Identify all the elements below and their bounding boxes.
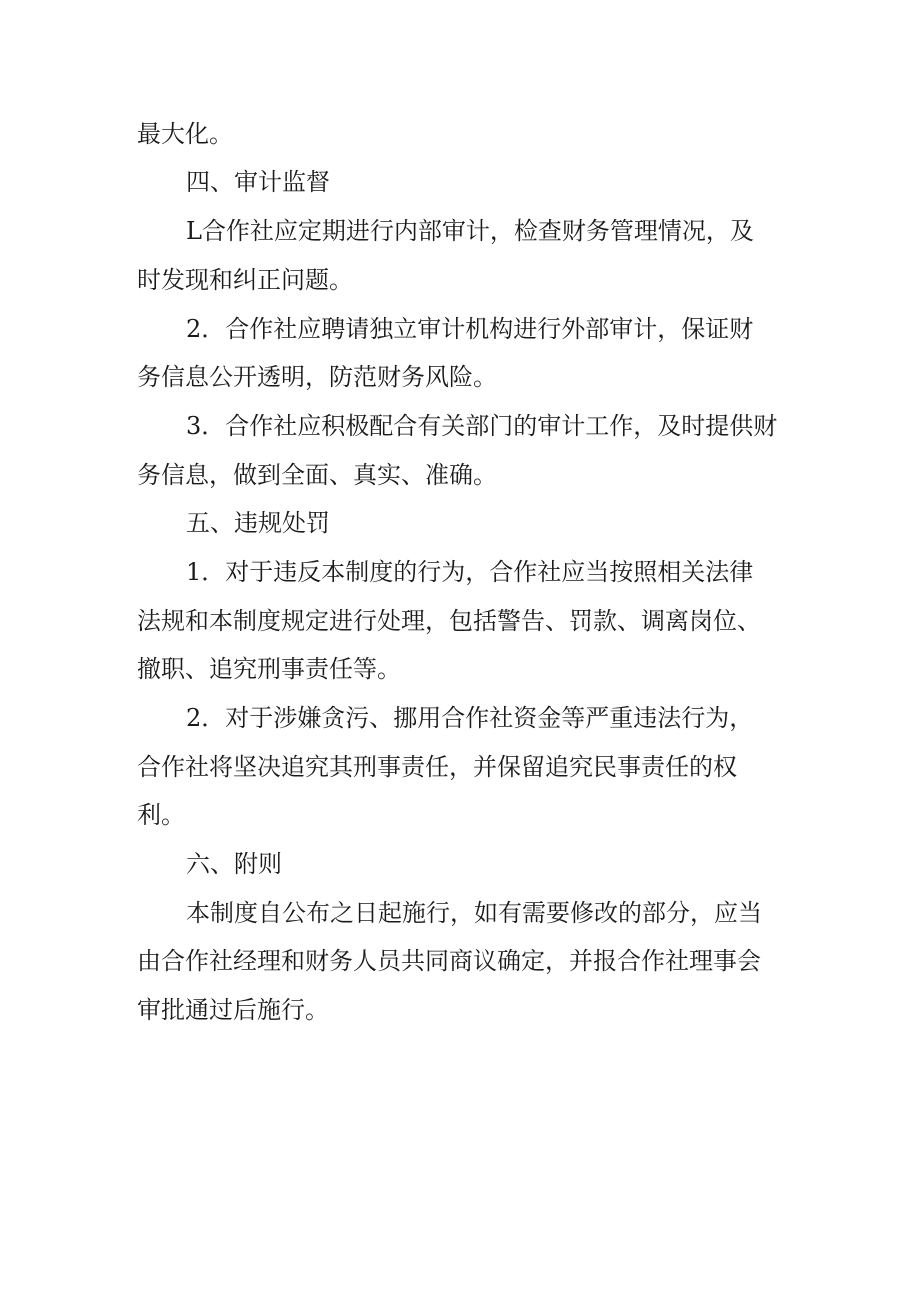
paragraph-line: 撤职、追究刑事责任等。 xyxy=(137,655,401,683)
paragraph-line: 2．合作社应聘请独立审计机构进行外部审计，保证财 xyxy=(186,315,754,343)
paragraph-line: 审批通过后施行。 xyxy=(137,996,329,1024)
section-heading: 六、附则 xyxy=(186,850,282,878)
paragraph-line: 由合作社经理和财务人员共同商议确定，并报合作社理事会 xyxy=(137,947,761,975)
paragraph-line: 合作社将坚决追究其刑事责任，并保留追究民事责任的权 xyxy=(137,753,737,781)
section-heading: 五、违规处罚 xyxy=(186,509,330,537)
paragraph-line: 时发现和纠正问题。 xyxy=(137,266,353,294)
paragraph-line: 利。 xyxy=(137,801,185,829)
paragraph-line: 法规和本制度规定进行处理，包括警告、罚款、调离岗位、 xyxy=(137,607,761,635)
paragraph-line: 务信息公开透明，防范财务风险。 xyxy=(137,363,497,391)
paragraph-line: L合作社应定期进行内部审计，检查财务管理情况，及 xyxy=(186,217,754,245)
paragraph-line: 2．对于涉嫌贪污、挪用合作社资金等严重违法行为， xyxy=(186,704,754,732)
paragraph-line: 本制度自公布之日起施行，如有需要修改的部分，应当 xyxy=(186,899,762,927)
paragraph-line: 1．对于违反本制度的行为，合作社应当按照相关法律 xyxy=(186,558,754,586)
paragraph-line: 3．合作社应积极配合有关部门的审计工作，及时提供财 xyxy=(186,412,778,440)
paragraph-line: 最大化。 xyxy=(137,120,233,148)
paragraph-line: 务信息，做到全面、真实、准确。 xyxy=(137,461,497,489)
section-heading: 四、审计监督 xyxy=(186,168,330,196)
